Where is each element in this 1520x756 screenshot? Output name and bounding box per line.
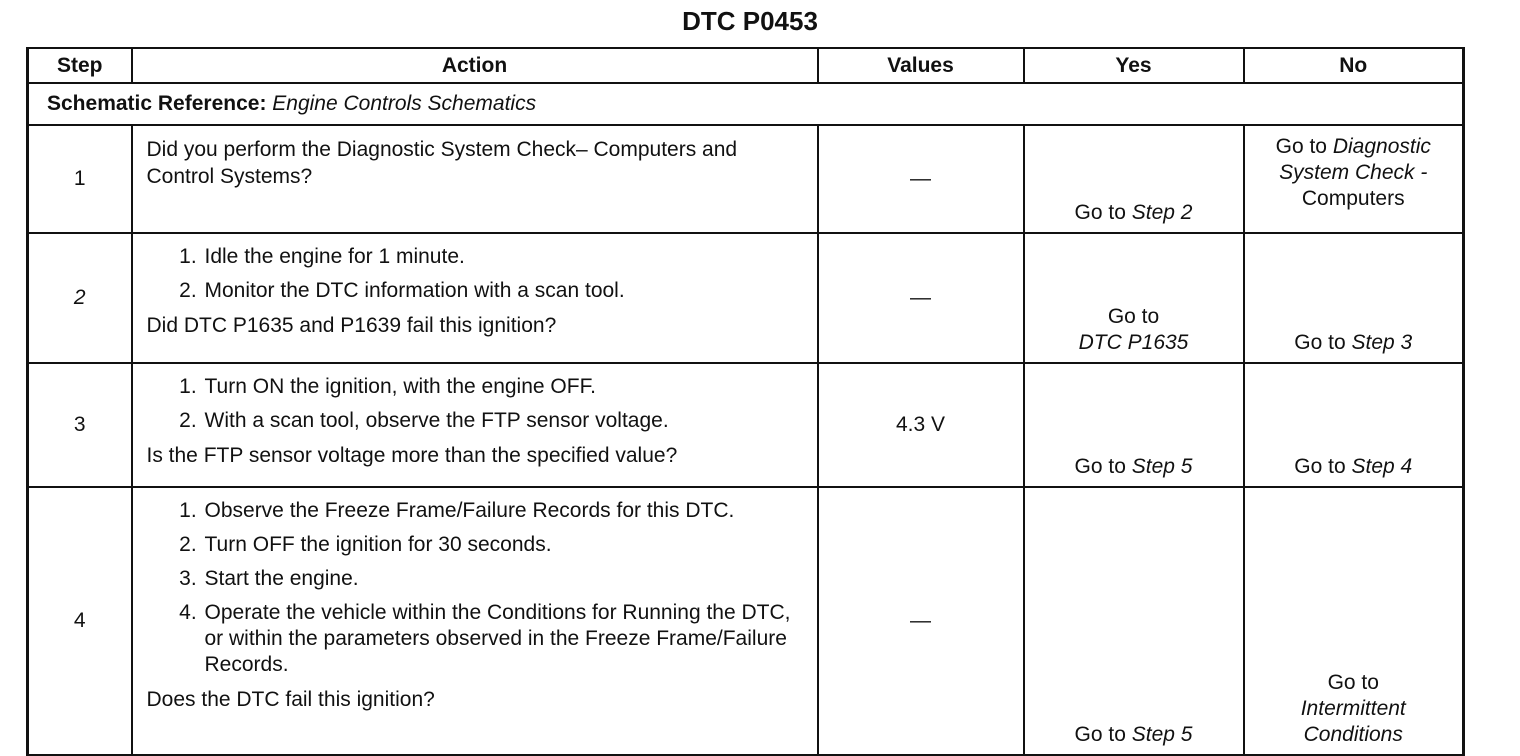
step-number-text: 2 bbox=[73, 286, 86, 309]
header-row bbox=[28, 48, 1464, 83]
table-row bbox=[28, 363, 1464, 487]
yes-prefix: Go to bbox=[1074, 201, 1126, 224]
action-cell bbox=[132, 363, 818, 487]
step-number: 1 bbox=[28, 125, 132, 233]
schematic-reference bbox=[28, 83, 1464, 125]
no-prefix: Go to bbox=[1294, 331, 1346, 354]
no-link: Step 4 bbox=[1351, 455, 1413, 478]
schematic-link: Engine Controls Schematics bbox=[272, 92, 537, 115]
yes-prefix: Go to bbox=[1107, 305, 1160, 328]
no-cell bbox=[1244, 363, 1464, 487]
yes-cell bbox=[1024, 363, 1244, 487]
yes-link: DTC P1635 bbox=[1078, 331, 1189, 354]
no-link: Intermittent Conditions bbox=[1300, 697, 1406, 746]
yes-cell bbox=[1024, 487, 1244, 755]
header-action: Action bbox=[132, 48, 818, 83]
header-yes: Yes bbox=[1024, 48, 1244, 83]
yes-link: Step 5 bbox=[1131, 455, 1193, 478]
yes-cell bbox=[1024, 125, 1244, 233]
no-cell bbox=[1244, 487, 1464, 755]
schematic-label: Schematic Reference: bbox=[47, 92, 267, 115]
table-row bbox=[28, 125, 1464, 233]
action-steps bbox=[147, 498, 807, 678]
action-step: 2. Monitor the DTC information with a scan tool. bbox=[203, 278, 807, 304]
action-step: 3. Start the engine. bbox=[203, 566, 793, 592]
no-suffix: Computers bbox=[1301, 187, 1405, 210]
header-no: No bbox=[1244, 48, 1464, 83]
value-cell: 4.3 V bbox=[818, 363, 1024, 487]
yes-link: Step 5 bbox=[1131, 723, 1193, 746]
action-step: 2. Turn OFF the ignition for 30 seconds. bbox=[203, 532, 793, 558]
action-step: 1. Observe the Freeze Frame/Failure Records for this DTC. bbox=[203, 498, 793, 524]
action-question: Is the FTP sensor voltage more than the specified value? bbox=[146, 444, 678, 467]
no-prefix: Go to bbox=[1275, 135, 1327, 158]
action-question: Does the DTC fail this ignition? bbox=[146, 688, 435, 711]
yes-prefix: Go to bbox=[1074, 455, 1126, 478]
action-steps bbox=[147, 244, 807, 304]
header-step: Step bbox=[28, 48, 132, 83]
action-step: 1. Turn ON the ignition, with the engine OFF. bbox=[203, 374, 807, 400]
no-prefix: Go to bbox=[1294, 455, 1346, 478]
no-link: Diagnostic System Check - bbox=[1279, 135, 1431, 184]
action-step: 1. Idle the engine for 1 minute. bbox=[203, 244, 807, 270]
action-cell bbox=[132, 487, 818, 755]
header-values: Values bbox=[818, 48, 1024, 83]
no-cell bbox=[1244, 125, 1464, 233]
step-number: 4 bbox=[28, 487, 132, 755]
dtc-table bbox=[26, 47, 1465, 756]
no-prefix: Go to bbox=[1327, 671, 1379, 694]
step-number: 3 bbox=[28, 363, 132, 487]
value-cell: — bbox=[818, 487, 1024, 755]
value-cell: — bbox=[818, 233, 1024, 363]
action-step: 4. Operate the vehicle within the Conditions for Running the DTC, or within the parameters observed in the Freeze Frame/Failure Records. bbox=[203, 600, 793, 678]
yes-cell bbox=[1024, 233, 1244, 363]
action-steps bbox=[147, 374, 807, 434]
schematic-row bbox=[28, 83, 1464, 125]
yes-link: Step 2 bbox=[1131, 201, 1193, 224]
action-cell bbox=[132, 125, 818, 233]
value-cell: — bbox=[818, 125, 1024, 233]
page-title: DTC P0453 bbox=[682, 6, 818, 36]
table-row bbox=[28, 487, 1464, 755]
no-cell bbox=[1244, 233, 1464, 363]
action-question: Did DTC P1635 and P1639 fail this ignition? bbox=[146, 314, 557, 337]
action-question: Did you perform the Diagnostic System Check– Computers and Control Systems? bbox=[146, 138, 738, 188]
action-step: 2. With a scan tool, observe the FTP sensor voltage. bbox=[203, 408, 807, 434]
yes-prefix: Go to bbox=[1074, 723, 1126, 746]
action-cell bbox=[132, 233, 818, 363]
table-row bbox=[28, 233, 1464, 363]
step-number bbox=[28, 233, 132, 363]
no-link: Step 3 bbox=[1351, 331, 1413, 354]
